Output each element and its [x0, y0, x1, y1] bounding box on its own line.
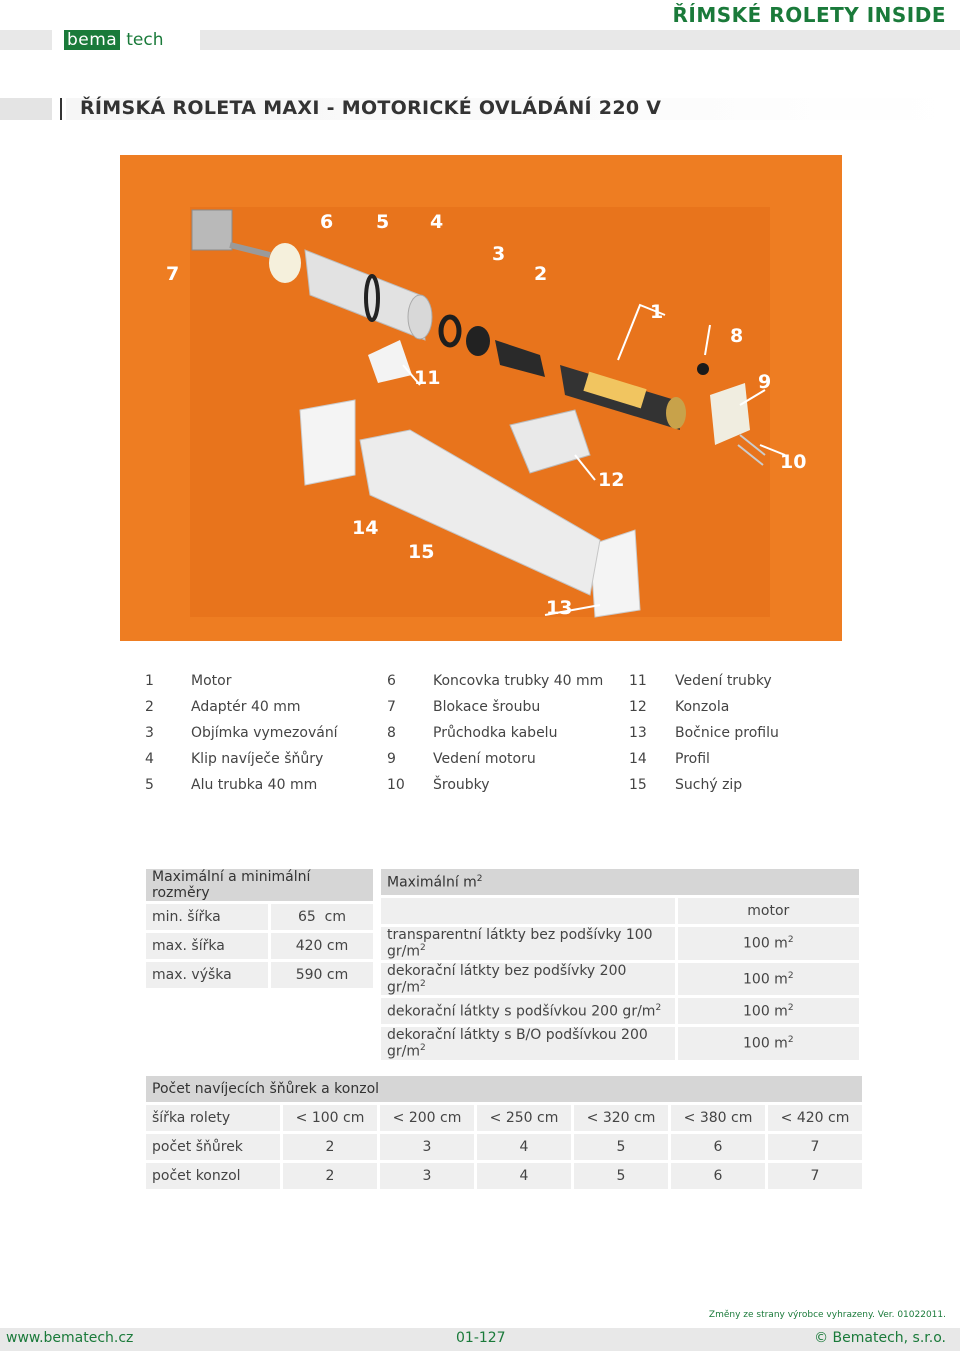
part-label: Alu trubka 40 mm — [191, 777, 318, 793]
dimension-label: max. šířka — [146, 933, 268, 959]
part-number: 14 — [629, 751, 647, 767]
part-label: Profil — [675, 751, 710, 767]
table-cell: 7 — [768, 1134, 862, 1160]
list-item — [629, 746, 871, 772]
area-col-header: motor — [678, 898, 859, 924]
footer-url-link[interactable]: www.bematech.cz — [6, 1330, 134, 1346]
callout-6: 6 — [320, 211, 334, 233]
area-header-text: Maximální m — [387, 874, 477, 891]
logo-tech: tech — [120, 30, 169, 50]
area-table — [378, 866, 862, 1063]
part-label: Šroubky — [433, 777, 490, 793]
bematech-logo[interactable] — [64, 30, 169, 50]
part-label: Objímka vymezování — [191, 725, 338, 741]
part-number: 4 — [145, 751, 154, 767]
cords-table — [143, 1073, 865, 1192]
callout-8: 8 — [730, 325, 744, 347]
cords-header: Počet navíjecích šňůrek a konzol — [146, 1076, 862, 1102]
logo-bema: bema — [64, 30, 120, 50]
copyright: © Bematech, s.r.o. — [814, 1330, 946, 1346]
part-label: Průchodka kabelu — [433, 725, 558, 741]
fabric-value — [678, 1027, 859, 1060]
table-row — [381, 927, 859, 960]
area-value: 100 m — [743, 1003, 788, 1020]
callout-1: 1 — [650, 301, 664, 323]
table-header-row — [381, 869, 859, 895]
part-label: Blokace šroubu — [433, 699, 541, 715]
header-bar-right — [200, 30, 960, 50]
part-number: 15 — [629, 777, 647, 793]
fabric-label — [381, 927, 675, 960]
list-item — [629, 668, 871, 694]
table-row — [381, 898, 859, 924]
table-cell: 3 — [380, 1163, 474, 1189]
list-item — [629, 772, 871, 798]
part-label: Motor — [191, 673, 232, 689]
part-number: 12 — [629, 699, 647, 715]
table-cell: < 380 cm — [671, 1105, 765, 1131]
part-number: 11 — [629, 673, 647, 689]
fabric-text: dekorační látkty bez podšívky 200 gr/m — [387, 962, 627, 996]
part-number: 6 — [387, 673, 396, 689]
callout-4: 4 — [430, 211, 444, 233]
fabric-value — [678, 998, 859, 1024]
table-cell: < 200 cm — [380, 1105, 474, 1131]
table-header-row — [146, 869, 373, 901]
fabric-label — [381, 963, 675, 996]
callout-12: 12 — [598, 469, 625, 491]
table-cell: 4 — [477, 1134, 571, 1160]
table-row — [146, 962, 373, 988]
fabric-text: transparentní látkty bez podšívky 100 gr/m — [387, 927, 653, 960]
table-row — [146, 904, 373, 930]
area-header-sup: 2 — [476, 873, 483, 884]
list-item — [387, 746, 629, 772]
table-row — [146, 1134, 862, 1160]
part-number: 5 — [145, 777, 154, 793]
part-koncovka — [269, 243, 301, 283]
table-cell: 7 — [768, 1163, 862, 1189]
part-adapter — [466, 326, 490, 356]
part-grommet — [697, 363, 709, 375]
brand-title: ŘÍMSKÉ ROLETY INSIDE — [672, 3, 946, 27]
callout-14: 14 — [352, 517, 379, 539]
row-label: šířka rolety — [146, 1105, 280, 1131]
unit-sup: 2 — [787, 935, 794, 945]
part-label: Koncovka trubky 40 mm — [433, 673, 604, 689]
list-item — [145, 746, 387, 772]
exploded-diagram — [120, 155, 842, 641]
unit-sup: 2 — [787, 1002, 794, 1013]
callout-2: 2 — [534, 263, 548, 285]
dimensions-header: Maximální a minimální rozměry — [146, 869, 373, 901]
unit-sup: 2 — [420, 1043, 426, 1054]
table-header-row — [146, 1076, 862, 1102]
part-label: Bočnice profilu — [675, 725, 779, 741]
list-item — [387, 720, 629, 746]
page-number: 01-127 — [456, 1330, 506, 1346]
list-item — [387, 772, 629, 798]
table-cell: 3 — [380, 1134, 474, 1160]
fabric-value — [678, 963, 859, 996]
table-cell: 6 — [671, 1163, 765, 1189]
table-row — [146, 933, 373, 959]
table-cell: < 320 cm — [574, 1105, 668, 1131]
area-header — [381, 869, 859, 895]
list-item — [629, 694, 871, 720]
page-title: ŘÍMSKÁ ROLETA MAXI - MOTORICKÉ OVLÁDÁNÍ 220 V — [80, 97, 662, 119]
callout-5: 5 — [376, 211, 390, 233]
part-label: Klip navíječe šňůry — [191, 751, 324, 767]
part-label: Konzola — [675, 699, 730, 715]
table-row — [146, 1105, 862, 1131]
table-cell: < 420 cm — [768, 1105, 862, 1131]
unit-sup: 2 — [787, 970, 794, 981]
part-label: Adaptér 40 mm — [191, 699, 301, 715]
table-cell: < 250 cm — [477, 1105, 571, 1131]
fabric-label — [381, 998, 675, 1024]
unit-sup: 2 — [420, 978, 426, 989]
dimension-value: 420 cm — [271, 933, 373, 959]
table-cell: 2 — [283, 1163, 377, 1189]
table-row — [381, 963, 859, 996]
fabric-text: dekorační látkty s B/O podšívkou 200 gr/m — [387, 1027, 648, 1060]
callout-7: 7 — [166, 263, 180, 285]
list-item — [145, 668, 387, 694]
list-item — [145, 694, 387, 720]
list-item — [387, 694, 629, 720]
list-item — [145, 772, 387, 798]
part-number: 2 — [145, 699, 154, 715]
fabric-label — [381, 1027, 675, 1060]
table-cell: 5 — [574, 1134, 668, 1160]
header-bar-left — [0, 30, 52, 50]
list-item — [145, 720, 387, 746]
callout-13: 13 — [546, 597, 573, 619]
area-value: 100 m — [743, 971, 788, 988]
area-value: 100 m — [743, 1035, 788, 1052]
dimension-value: 65 cm — [271, 904, 373, 930]
table-cell: 2 — [283, 1134, 377, 1160]
table-cell: < 100 cm — [283, 1105, 377, 1131]
part-left-cap — [300, 400, 355, 485]
part-label: Vedení trubky — [675, 673, 772, 689]
parts-list — [145, 668, 865, 798]
table-cell: 4 — [477, 1163, 571, 1189]
unit-sup: 2 — [655, 1002, 662, 1013]
callout-11: 11 — [414, 367, 441, 389]
list-item — [629, 720, 871, 746]
unit-sup: 2 — [787, 1035, 794, 1046]
part-number: 1 — [145, 673, 154, 689]
part-number: 7 — [387, 699, 396, 715]
table-row — [146, 1163, 862, 1189]
part-number: 9 — [387, 751, 396, 767]
row-label: počet konzol — [146, 1163, 280, 1189]
table-row — [381, 1027, 859, 1060]
part-label: Vedení motoru — [433, 751, 536, 767]
area-blank-cell — [381, 898, 675, 924]
dimension-value: 590 cm — [271, 962, 373, 988]
dimensions-table — [143, 866, 376, 991]
section-marker — [60, 98, 62, 120]
parts-column-1 — [145, 668, 387, 798]
callout-3: 3 — [492, 243, 506, 265]
row-label: počet šňůrek — [146, 1134, 280, 1160]
table-row — [381, 998, 859, 1024]
table-cell: 5 — [574, 1163, 668, 1189]
part-number: 8 — [387, 725, 396, 741]
part-number: 10 — [387, 777, 405, 793]
table-cell: 6 — [671, 1134, 765, 1160]
fabric-text: dekorační látkty s podšívkou 200 gr/m — [387, 1003, 656, 1020]
parts-column-2 — [387, 668, 629, 798]
callout-15: 15 — [408, 541, 435, 563]
part-number: 13 — [629, 725, 647, 741]
area-value: 100 m — [743, 935, 788, 952]
part-number: 3 — [145, 725, 154, 741]
diagram-illustration — [120, 155, 842, 641]
parts-column-3 — [629, 668, 871, 798]
callout-9: 9 — [758, 371, 772, 393]
callout-10: 10 — [780, 451, 807, 473]
list-item — [387, 668, 629, 694]
footer-note: Změny ze strany výrobce vyhrazeny. Ver. 01022011. — [708, 1310, 946, 1320]
part-label: Suchý zip — [675, 777, 743, 793]
part-blokace — [192, 210, 232, 250]
fabric-value — [678, 927, 859, 960]
unit-sup: 2 — [420, 943, 426, 953]
dimension-label: max. výška — [146, 962, 268, 988]
dimension-label: min. šířka — [146, 904, 268, 930]
